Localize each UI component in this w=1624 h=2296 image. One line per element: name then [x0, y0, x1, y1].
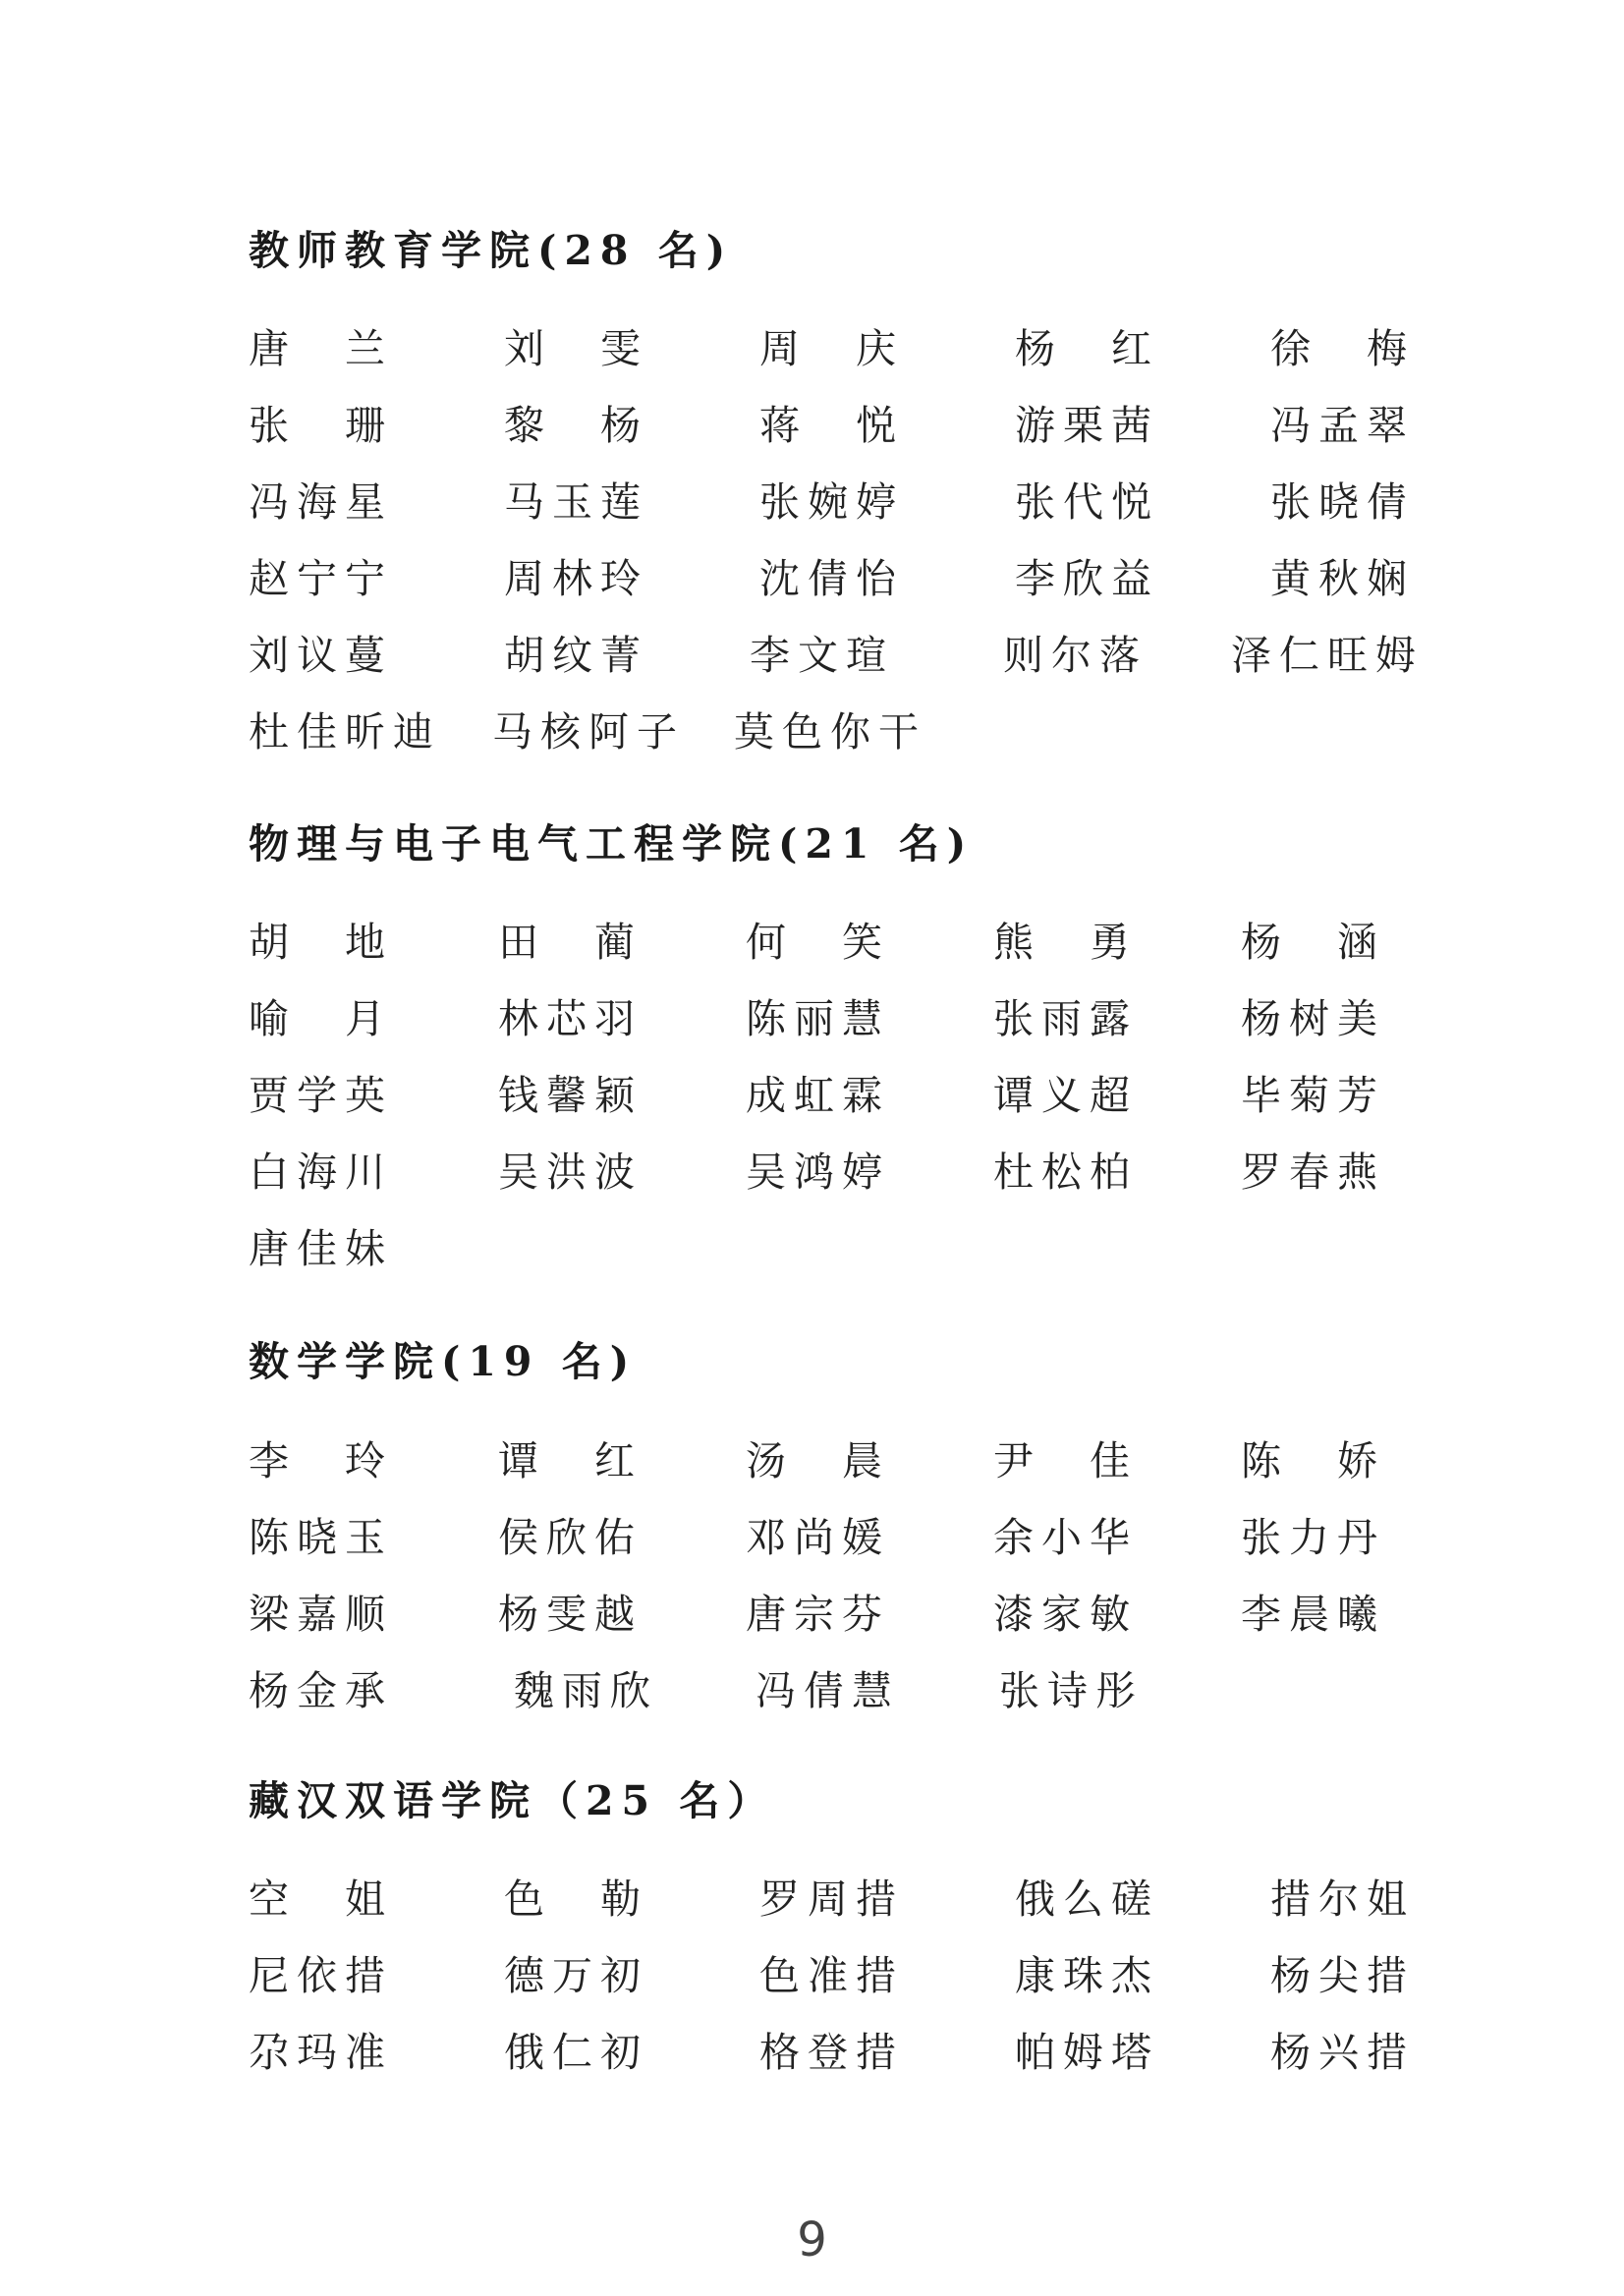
- student-name: 陈晓玉: [249, 1514, 393, 1561]
- student-name: 色准措: [759, 1952, 904, 1999]
- section-heading-mathematics: 数学学院(19 名): [249, 1338, 638, 1385]
- student-name: 蒋 悦: [759, 402, 904, 449]
- student-name: 泽仁旺姆: [1231, 632, 1424, 679]
- name-row: [0, 1063, 1624, 1122]
- student-name: 康珠杰: [1015, 1952, 1159, 1999]
- student-name: 格登措: [759, 2029, 904, 2076]
- student-name: 张 珊: [249, 402, 393, 449]
- student-name: 杨雯越: [498, 1591, 643, 1638]
- student-name: 周林玲: [504, 555, 648, 602]
- student-name: 胡 地: [249, 919, 393, 966]
- name-row: [0, 1943, 1624, 2002]
- student-name: 莫色你干: [734, 708, 926, 756]
- student-name: 德万初: [504, 1952, 648, 1999]
- name-row: [0, 1658, 1624, 1717]
- student-name: 白海川: [249, 1148, 393, 1196]
- student-name: 喻 月: [249, 995, 393, 1042]
- student-name: 谭 红: [498, 1437, 643, 1484]
- name-row: [0, 1582, 1624, 1641]
- name-row: [0, 1505, 1624, 1564]
- student-name: 尹 佳: [993, 1437, 1138, 1484]
- student-name: 尼依措: [249, 1952, 393, 1999]
- student-name: 唐佳妹: [249, 1225, 393, 1272]
- student-name: 张雨露: [993, 995, 1138, 1042]
- name-row: [0, 986, 1624, 1045]
- name-row: [0, 2020, 1624, 2079]
- student-name: 田 蔺: [498, 919, 643, 966]
- student-name: 何 笑: [746, 919, 890, 966]
- student-name: 吴洪波: [498, 1148, 643, 1196]
- student-name: 冯海星: [249, 478, 393, 526]
- name-row: [0, 1216, 1624, 1275]
- student-name: 胡纹菁: [504, 632, 648, 679]
- student-name: 俄么磋: [1015, 1876, 1159, 1923]
- student-name: 杜佳昕迪: [249, 708, 441, 756]
- student-name: 刘议蔓: [249, 632, 393, 679]
- page-number: 9: [797, 2212, 827, 2268]
- student-name: 冯孟翠: [1270, 402, 1415, 449]
- student-name: 李晨曦: [1241, 1591, 1385, 1638]
- student-name: 余小华: [993, 1514, 1138, 1561]
- student-name: 林芯羽: [498, 995, 643, 1042]
- student-name: 马核阿子: [492, 708, 685, 756]
- name-row: [0, 546, 1624, 605]
- student-name: 张晓倩: [1270, 478, 1415, 526]
- student-name: 谭义超: [993, 1072, 1138, 1119]
- student-name: 张婉婷: [759, 478, 904, 526]
- student-name: 唐宗芬: [746, 1591, 890, 1638]
- section-heading-tibetan-chinese-bilingual: 藏汉双语学院（25 名）: [249, 1777, 776, 1824]
- student-name: 杨尖措: [1270, 1952, 1415, 1999]
- student-name: 张代悦: [1015, 478, 1159, 526]
- student-name: 熊 勇: [993, 919, 1138, 966]
- student-name: 唐 兰: [249, 325, 393, 372]
- student-name: 沈倩怡: [759, 555, 904, 602]
- student-name: 游栗茜: [1015, 402, 1159, 449]
- section-heading-teacher-education: 教师教育学院(28 名): [249, 227, 734, 274]
- student-name: 侯欣佑: [498, 1514, 643, 1561]
- name-row: [0, 910, 1624, 969]
- student-name: 杨 涵: [1241, 919, 1385, 966]
- name-row: [0, 700, 1624, 758]
- student-name: 杨 红: [1015, 325, 1159, 372]
- student-name: 空 姐: [249, 1876, 393, 1923]
- section-heading-physics-electrical: 物理与电子电气工程学院(21 名): [249, 820, 975, 868]
- student-name: 黎 杨: [504, 402, 648, 449]
- student-name: 徐 梅: [1270, 325, 1415, 372]
- student-name: 李文瑄: [750, 632, 894, 679]
- student-name: 邓尚媛: [746, 1514, 890, 1561]
- student-name: 杨兴措: [1270, 2029, 1415, 2076]
- name-row: [0, 1140, 1624, 1199]
- student-name: 黄秋娴: [1270, 555, 1415, 602]
- student-name: 贾学英: [249, 1072, 393, 1119]
- student-name: 杨树美: [1241, 995, 1385, 1042]
- student-name: 罗春燕: [1241, 1148, 1385, 1196]
- student-name: 色 勒: [504, 1876, 648, 1923]
- name-row: [0, 393, 1624, 452]
- student-name: 钱馨颖: [498, 1072, 643, 1119]
- student-name: 周 庆: [759, 325, 904, 372]
- student-name: 俄仁初: [504, 2029, 648, 2076]
- student-name: 尕玛准: [249, 2029, 393, 2076]
- student-name: 吴鸿婷: [746, 1148, 890, 1196]
- student-name: 李欣益: [1015, 555, 1159, 602]
- student-name: 杨金承: [249, 1667, 393, 1714]
- student-name: 杜松柏: [993, 1148, 1138, 1196]
- name-row: [0, 623, 1624, 682]
- student-name: 措尔姐: [1270, 1876, 1415, 1923]
- name-row: [0, 1428, 1624, 1487]
- student-name: 帕姆塔: [1015, 2029, 1159, 2076]
- student-name: 陈 娇: [1241, 1437, 1385, 1484]
- student-name: 成虹霖: [746, 1072, 890, 1119]
- student-name: 冯倩慧: [756, 1667, 900, 1714]
- student-name: 魏雨欣: [514, 1667, 658, 1714]
- student-name: 罗周措: [759, 1876, 904, 1923]
- name-row: [0, 1867, 1624, 1926]
- student-name: 梁嘉顺: [249, 1591, 393, 1638]
- student-name: 则尔落: [1003, 632, 1148, 679]
- student-name: 李 玲: [249, 1437, 393, 1484]
- student-name: 刘 雯: [504, 325, 648, 372]
- student-name: 赵宁宁: [249, 555, 393, 602]
- name-row: [0, 316, 1624, 375]
- student-name: 毕菊芳: [1241, 1072, 1385, 1119]
- student-name: 陈丽慧: [746, 995, 890, 1042]
- student-name: 张力丹: [1241, 1514, 1385, 1561]
- student-name: 汤 晨: [746, 1437, 890, 1484]
- student-name: 漆家敏: [993, 1591, 1138, 1638]
- student-name: 张诗彤: [999, 1667, 1144, 1714]
- name-row: [0, 470, 1624, 529]
- student-name: 马玉莲: [504, 478, 648, 526]
